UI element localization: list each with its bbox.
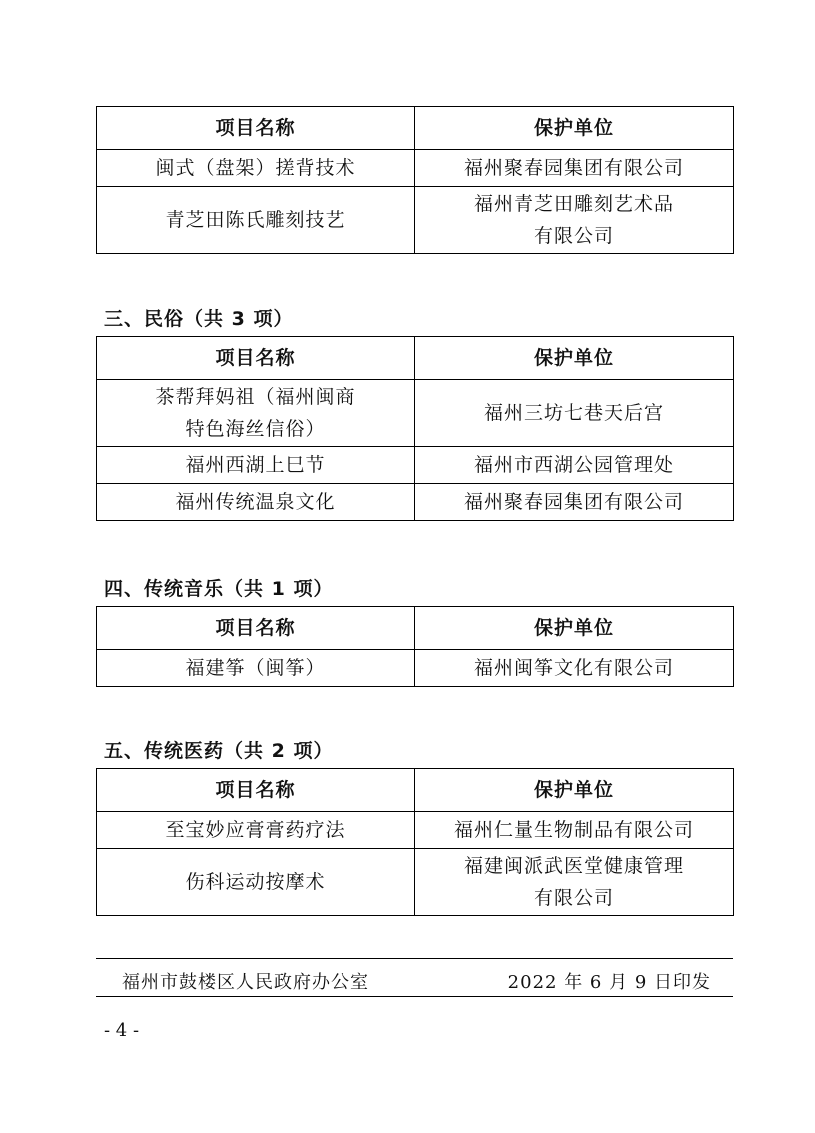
header-protector: 保护单位 [415,107,734,150]
item-name-cell: 闽式（盘架）搓背技术 [97,150,415,187]
item-name-cell: 青芝田陈氏雕刻技艺 [97,187,415,254]
item-name-cell: 福建筝（闽筝） [97,650,415,687]
item-name-cell: 伤科运动按摩术 [97,849,415,916]
section-heading-medicine: 五、传统医药（共 2 项） [104,740,334,762]
protector-cell: 福州闽筝文化有限公司 [415,650,734,687]
protector-cell: 福州市西湖公园管理处 [415,447,734,484]
table-row [97,447,734,484]
table-row [97,849,734,916]
table-row [97,380,734,447]
protector-cell: 福建闽派武医堂健康管理 有限公司 [415,849,734,916]
protector-cell: 福州聚春园集团有限公司 [415,484,734,521]
table-music [96,606,734,687]
footer-date: 2022 年 6 月 9 日印发 [507,972,711,993]
header-protector: 保护单位 [415,769,734,812]
header-item-name: 项目名称 [97,607,415,650]
protector-cell: 福州聚春园集团有限公司 [415,150,734,187]
footer-bottom-rule [96,996,733,997]
header-item-name: 项目名称 [97,337,415,380]
section-heading-folk: 三、民俗（共 3 项） [104,308,294,330]
page-number: - 4 - [104,1020,140,1041]
item-name-cell: 茶帮拜妈祖（福州闽商 特色海丝信俗） [97,380,415,447]
item-name-cell: 至宝妙应膏膏药疗法 [97,812,415,849]
item-name-cell: 福州传统温泉文化 [97,484,415,521]
footer-top-rule [96,958,733,959]
protector-cell: 福州三坊七巷天后宫 [415,380,734,447]
table-row [97,812,734,849]
footer-issuer: 福州市鼓楼区人民政府办公室 [122,972,369,993]
protector-cell: 福州仁量生物制品有限公司 [415,812,734,849]
table-row [97,484,734,521]
item-name-cell: 福州西湖上巳节 [97,447,415,484]
section-heading-music: 四、传统音乐（共 1 项） [104,578,334,600]
table-row [97,187,734,254]
table-header-row [97,607,734,650]
header-protector: 保护单位 [415,337,734,380]
table-medicine [96,768,734,916]
table-header-row [97,337,734,380]
table-header-row [97,107,734,150]
table-folk [96,336,734,521]
table-continued [96,106,734,254]
header-item-name: 项目名称 [97,769,415,812]
header-item-name: 项目名称 [97,107,415,150]
table-header-row [97,769,734,812]
table-row [97,150,734,187]
table-row [97,650,734,687]
protector-cell: 福州青芝田雕刻艺术品 有限公司 [415,187,734,254]
header-protector: 保护单位 [415,607,734,650]
